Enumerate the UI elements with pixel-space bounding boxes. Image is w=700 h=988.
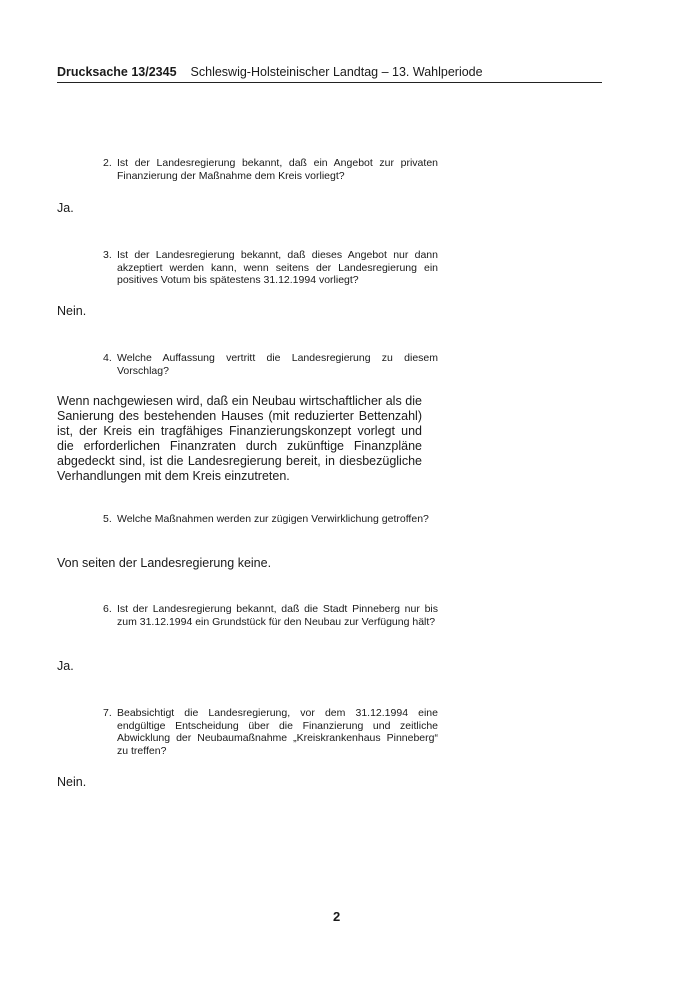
- answer-4: Wenn nachgewiesen wird, daß ein Neubau wirtschaftlicher als die Sanierung des bestehenden Hauses (mit reduzierter Bettenzahl) ist, der Kreis ein tragfähiges Finanzierungskonzept vorlegt und die erforderlichen Finanzraten durch zukünftige Finanzpläne abgedeckt sind, ist die Landesregierung bereit, in diesbezügliche Verhandlungen mit dem Kreis einzutreten.: [57, 394, 422, 483]
- question-text: Welche Auffassung vertritt die Landesregierung zu diesem Vorschlag?: [117, 352, 438, 377]
- page-header: [57, 65, 602, 79]
- question-text: Ist der Landesregierung bekannt, daß dieses Angebot nur dann akzeptiert werden kann, wenn seitens der Landesregierung ein positives Votum bis spätestens 31.12.1994 vorliegt?: [117, 249, 438, 286]
- answer-5: Von seiten der Landesregierung keine.: [57, 556, 272, 570]
- question-6: [103, 603, 438, 628]
- question-4: [103, 352, 438, 377]
- page-number: 2: [333, 909, 341, 924]
- header-title: Schleswig-Holsteinischer Landtag – 13. Wahlperiode: [190, 65, 483, 79]
- question-text: Beabsichtigt die Landesregierung, vor dem 31.12.1994 eine endgültige Entscheidung über die Finanzierung und zeitliche Abwicklung der Neubaumaßnahme „Kreiskrankenhaus Pinneberg“ zu treffen?: [117, 707, 438, 757]
- answer-6: Ja.: [57, 659, 74, 673]
- question-number: 4.: [103, 352, 112, 364]
- question-number: 2.: [103, 157, 112, 169]
- answer-3: Nein.: [57, 304, 87, 318]
- question-number: 3.: [103, 249, 112, 261]
- answer-7: Nein.: [57, 775, 87, 789]
- question-7: [103, 707, 438, 757]
- question-number: 7.: [103, 707, 112, 719]
- question-text: Ist der Landesregierung bekannt, daß die Stadt Pinneberg nur bis zum 31.12.1994 ein Grundstück für den Neubau zur Verfügung hält?: [117, 603, 438, 628]
- question-3: [103, 249, 438, 287]
- question-text: Welche Maßnahmen werden zur zügigen Verwirklichung getroffen?: [117, 513, 429, 525]
- question-2: [103, 157, 438, 182]
- question-text: Ist der Landesregierung bekannt, daß ein Angebot zur privaten Finanzierung der Maßnahme dem Kreis vorliegt?: [117, 157, 438, 182]
- answer-2: Ja.: [57, 201, 74, 215]
- header-rule: [57, 82, 602, 83]
- question-number: 6.: [103, 603, 112, 615]
- question-number: 5.: [103, 513, 112, 525]
- question-5: [103, 513, 438, 526]
- drucksache-number: Drucksache 13/2345: [57, 65, 177, 79]
